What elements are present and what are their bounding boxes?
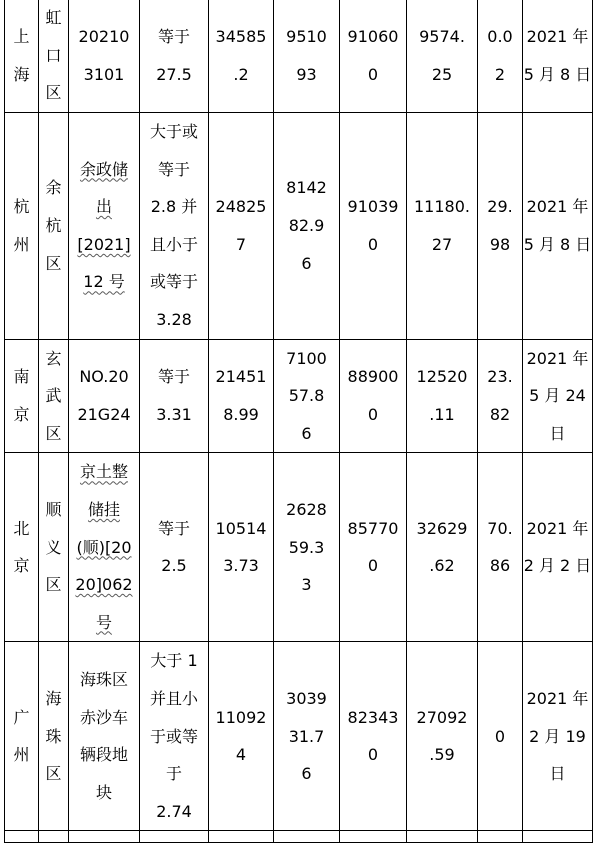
date-cell: 2021 年 5 月 8 日 xyxy=(523,113,593,340)
plot-ratio-cell: 等于 3.31 xyxy=(140,339,209,453)
district-cell: 虹 口 区 xyxy=(39,0,69,113)
price-cell: 91060 0 xyxy=(340,0,407,113)
district-cell: 玄 武 区 xyxy=(39,339,69,453)
empty-cell xyxy=(274,831,340,843)
plot-ratio-cell: 大于 1 并且小 于或等 于 2.74 xyxy=(140,642,209,831)
date-cell: 2021 年 2 月 19 日 xyxy=(523,642,593,831)
table-row xyxy=(5,453,593,642)
floor-area-cell: 9510 93 xyxy=(274,0,340,113)
parcel-cell: 20210 3101 xyxy=(69,0,140,113)
table-row xyxy=(5,113,593,340)
plot-ratio-cell: 大于或 等于 2.8 并 且小于 或等于 3.28 xyxy=(140,113,209,340)
city-cell: 南 京 xyxy=(5,339,39,453)
premium-cell: 0.0 2 xyxy=(478,0,523,113)
plot-ratio-cell: 等于 27.5 xyxy=(140,0,209,113)
city-cell: 杭 州 xyxy=(5,113,39,340)
price-cell: 88900 0 xyxy=(340,339,407,453)
plot-ratio-cell: 等于 2.5 xyxy=(140,453,209,642)
unit-price-cell: 11180. 27 xyxy=(407,113,478,340)
area-cell: 11092 4 xyxy=(209,642,274,831)
area-cell: 34585 .2 xyxy=(209,0,274,113)
empty-cell xyxy=(340,831,407,843)
area-cell: 24825 7 xyxy=(209,113,274,340)
unit-price-cell: 9574. 25 xyxy=(407,0,478,113)
empty-cell xyxy=(209,831,274,843)
table-row xyxy=(5,0,593,113)
empty-cell xyxy=(69,831,140,843)
price-cell: 85770 0 xyxy=(340,453,407,642)
unit-price-cell: 27092 .59 xyxy=(407,642,478,831)
floor-area-cell: 7100 57.8 6 xyxy=(274,339,340,453)
land-transaction-table xyxy=(4,0,593,843)
empty-cell xyxy=(407,831,478,843)
empty-cell xyxy=(523,831,593,843)
empty-cell xyxy=(140,831,209,843)
premium-cell: 70. 86 xyxy=(478,453,523,642)
unit-price-cell: 32629 .62 xyxy=(407,453,478,642)
empty-cell xyxy=(5,831,39,843)
table-row xyxy=(5,642,593,831)
table-row xyxy=(5,339,593,453)
table-body xyxy=(5,0,593,843)
city-cell: 广 州 xyxy=(5,642,39,831)
floor-area-cell: 8142 82.9 6 xyxy=(274,113,340,340)
parcel-cell xyxy=(69,453,140,642)
empty-cell xyxy=(478,831,523,843)
district-cell: 余 杭 区 xyxy=(39,113,69,340)
district-cell: 海 珠 区 xyxy=(39,642,69,831)
price-cell: 91039 0 xyxy=(340,113,407,340)
area-cell: 21451 8.99 xyxy=(209,339,274,453)
district-cell: 顺 义 区 xyxy=(39,453,69,642)
city-cell: 北 京 xyxy=(5,453,39,642)
date-cell: 2021 年 5 月 8 日 xyxy=(523,0,593,113)
table-row-continued xyxy=(5,831,593,843)
parcel-cell xyxy=(69,113,140,340)
parcel-cell: 海珠区 赤沙车 辆段地 块 xyxy=(69,642,140,831)
floor-area-cell: 2628 59.3 3 xyxy=(274,453,340,642)
date-cell: 2021 年 2 月 2 日 xyxy=(523,453,593,642)
parcel-text: 余政储 出 [2021] 12 号 xyxy=(77,159,131,292)
date-cell: 2021 年 5 月 24 日 xyxy=(523,339,593,453)
premium-cell: 0 xyxy=(478,642,523,831)
premium-cell: 23. 82 xyxy=(478,339,523,453)
city-cell: 上 海 xyxy=(5,0,39,113)
price-cell: 82343 0 xyxy=(340,642,407,831)
premium-cell: 29. 98 xyxy=(478,113,523,340)
empty-cell xyxy=(39,831,69,843)
unit-price-cell: 12520 .11 xyxy=(407,339,478,453)
floor-area-cell: 3039 31.7 6 xyxy=(274,642,340,831)
parcel-text: 京土整 储挂 (顺)[20 20]062 号 xyxy=(75,462,133,632)
parcel-cell: NO.20 21G24 xyxy=(69,339,140,453)
area-cell: 10514 3.73 xyxy=(209,453,274,642)
